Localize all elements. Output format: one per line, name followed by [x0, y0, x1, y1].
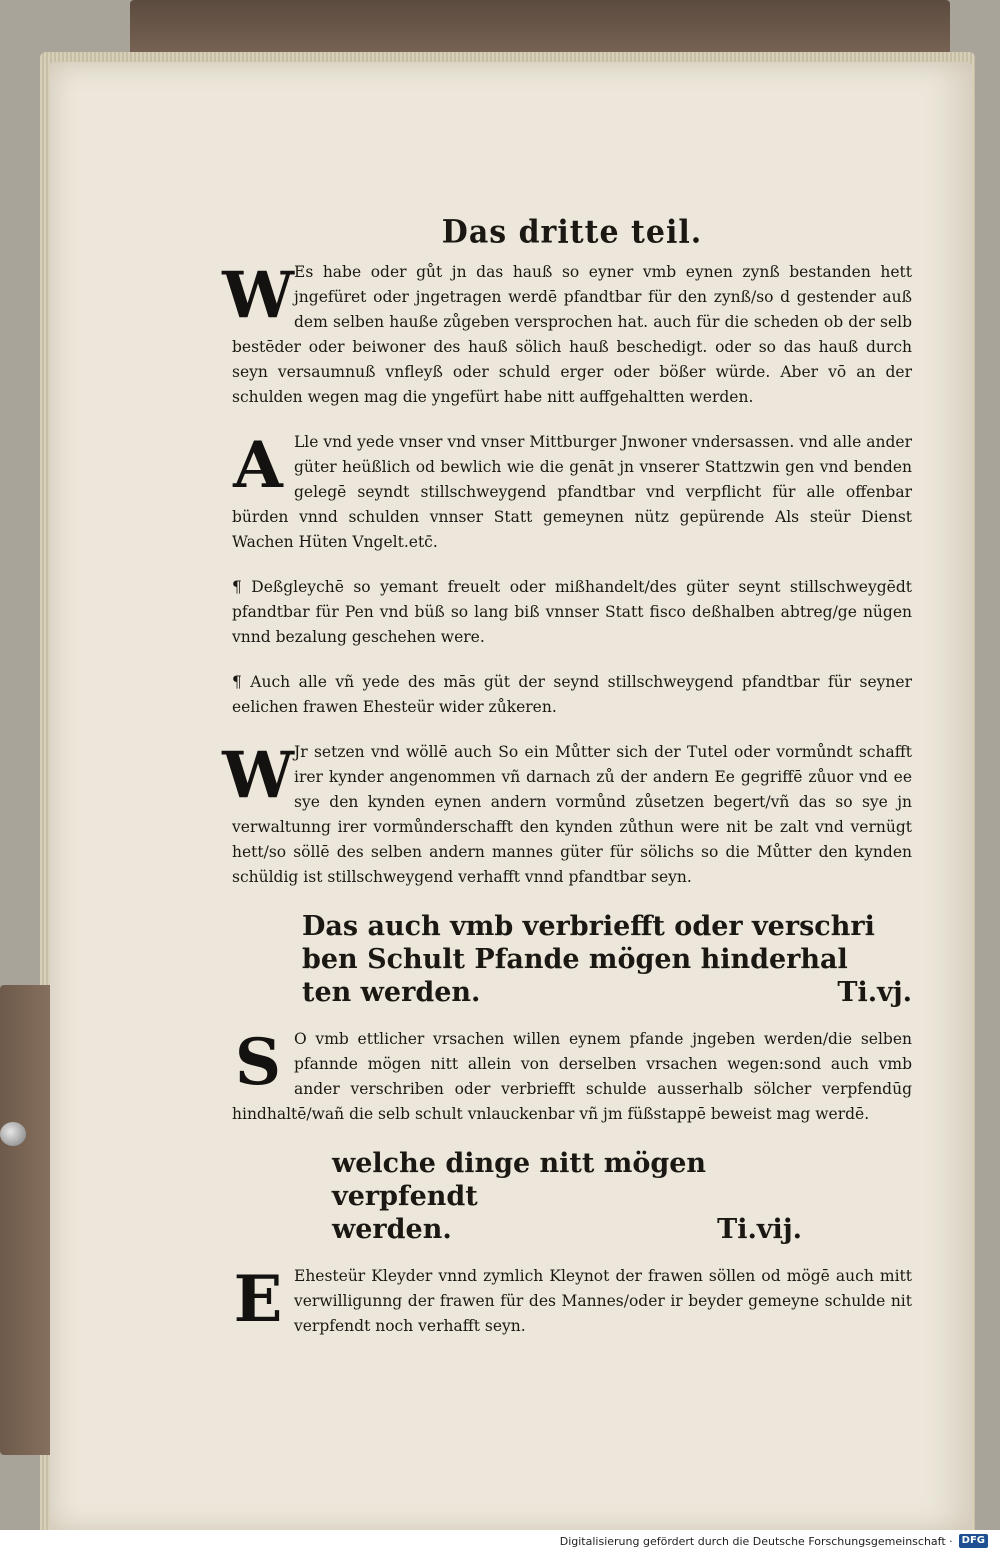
drop-cap-initial: S — [234, 1025, 282, 1100]
dfg-logo-icon[interactable]: DFG — [959, 1534, 988, 1548]
paragraph-1 — [222, 258, 912, 410]
section-title-line: ten werden. — [302, 977, 481, 1008]
page-clip-icon — [0, 1122, 26, 1146]
paragraph-3 — [232, 575, 912, 650]
drop-cap-initial: A — [233, 428, 283, 503]
paragraph-5 — [222, 738, 912, 890]
paragraph-text: Lle vnd yede vnser vnd vnser Mittburger Jnwoner vndersassen. vnd alle ander güter heüßlich od bewlich wie die genāt jn vnserer Stattzwin gen vnd benden gelegē seyndt stillschweygend pfandtbar vnd verpflicht für alle offenbar bürden vnnd schulden vnnser Statt gemeynen nütz gepürende Als steür Dienst Wachen Hüten Vngelt.etc̄. — [232, 433, 912, 551]
footer-credit-text: Digitalisierung gefördert durch die Deutsche Forschungsgemeinschaft · — [559, 1534, 953, 1548]
section-title-2 — [332, 1147, 802, 1246]
paragraph-text: ¶ Auch alle vñ yede des mās güt der seynd stillschweygend pfandtbar für seyner eelichen frawen Ehesteür wider zůkeren. — [232, 673, 912, 716]
section-title-line: ben Schult Pfande mögen hinderhal — [302, 944, 848, 975]
footer-bar — [0, 1530, 1000, 1552]
paragraph-4 — [232, 670, 912, 720]
paragraph-7 — [232, 1264, 912, 1339]
paragraph-2 — [232, 430, 912, 555]
folio-reference: Ti.vj. — [837, 977, 912, 1008]
page-text-block — [222, 214, 912, 1359]
section-title-1 — [302, 910, 912, 1009]
paragraph-text: O vmb ettlicher vrsachen willen eynem pfande jngeben werden/die selben pfannde mögen nitt allein von derselben vrsachen wegen:sond auch vmb ander verschriben oder verbriefft schulde ausserhalb sölcher verpfendūg hindhaltē/wañ die selb schult vnlauckenbar vñ jm füßstappē beweist mag werdē. — [232, 1030, 912, 1123]
book-spine — [130, 0, 950, 60]
paragraph-6 — [232, 1027, 912, 1127]
section-title-line: werden. — [332, 1214, 452, 1245]
drop-cap-initial: W — [222, 738, 294, 813]
section-title-line: welche dinge nitt mögen verpfendt — [332, 1148, 707, 1212]
paragraph-text: Jr setzen vnd wöllē auch So ein Můtter sich der Tutel oder vormůndt schafft irer kynder angenommen vñ darnach zů der andern Ee gegriffē zůuor vnd ee sye den kynden eynen andern vormůnd zůsetzen begert/vñ das so sye jn verwaltunng irer vormůnderschafft den kynden zůthun were nit be zalt vnd vernügt hett/so söllē des selben andern mannes güter für sölichs so die Můtter den kynden schüldig ist stillschweygend verhafft vnnd pfandtbar seyn. — [232, 743, 912, 886]
paragraph-text: Ehesteür Kleyder vnnd zymlich Kleynot der frawen söllen od mögē auch mitt verwilligunng der frawen für des Mannes/oder ir beyder gemeyne schulde nit verpfendt noch verhafft seyn. — [294, 1267, 912, 1335]
drop-cap-initial: W — [222, 258, 294, 333]
drop-cap-initial: E — [233, 1262, 283, 1337]
paragraph-text: ¶ Deßgleychē so yemant freuelt oder mißhandelt/des güter seynt stillschweygēdt pfandtbar für Pen vnd büß so lang biß vnnser Statt fisco deßhalben abtreg/ge nügen vnnd bezalung geschehen were. — [232, 578, 912, 646]
folio-reference: Ti.vij. — [717, 1214, 802, 1245]
section-title-line: Das auch vmb verbriefft oder verschri — [302, 911, 875, 942]
page-heading: Das dritte teil. — [441, 214, 703, 251]
paragraph-text: Es habe oder gůt jn das hauß so eyner vmb eynen zynß bestanden hett jngefüret oder jngetragen werdē pfandtbar für den zynß/so d gestender auß dem selben hauße zůgeben versprochen hat. auch für die scheden ob der selb bestēder oder beiwoner des hauß sölich hauß beschedigt. oder so das hauß durch seyn versaumnuß vnfleyß oder schuld erger oder bößer würde. Aber vō an der schulden wegen mag die yngefürt habe nitt auffgehaltten werden. — [232, 263, 912, 406]
